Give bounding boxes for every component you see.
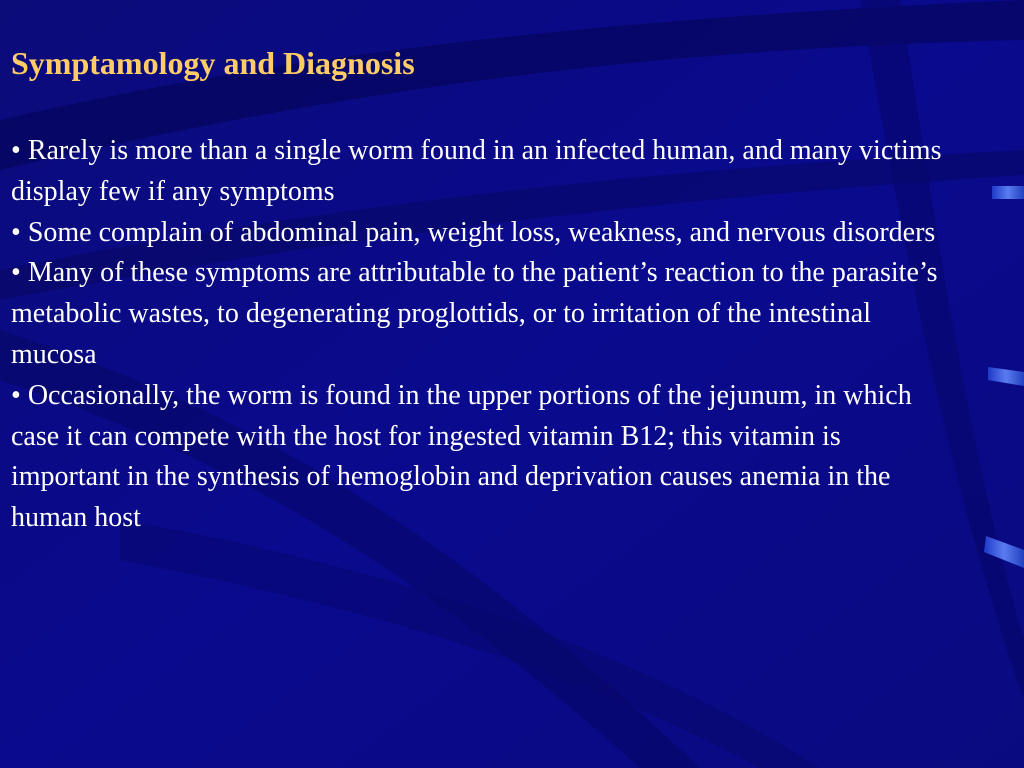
bullet-item [11,213,946,254]
bullet-text: Occasionally, the worm is found in the upper portions of the jejunum, in which case it can compete with the host for ingested vitamin B12; this vitamin is important in the synthesis of hemoglobin and deprivation causes anemia in the human host [11,379,912,534]
bullet-list [11,131,946,539]
bullet-text: Some complain of abdominal pain, weight loss, weakness, and nervous disorders [27,216,936,248]
bullet-item [11,253,946,375]
bullet-item [11,131,946,213]
bullet-marker: • [11,379,21,411]
bullet-text: Rarely is more than a single worm found in an infected human, and many victims display few if any symptoms [11,135,942,207]
bullet-text: Many of these symptoms are attributable to the patient’s reaction to the parasite’s metabolic wastes, to degenerating proglottids, or to irritation of the intestinal mucosa [11,257,938,370]
slide-title: Symptamology and Diagnosis [11,45,415,81]
bullet-marker: • [11,216,21,248]
bullet-marker: • [11,257,21,289]
bullet-marker: • [11,135,21,166]
bullet-item [11,376,946,539]
